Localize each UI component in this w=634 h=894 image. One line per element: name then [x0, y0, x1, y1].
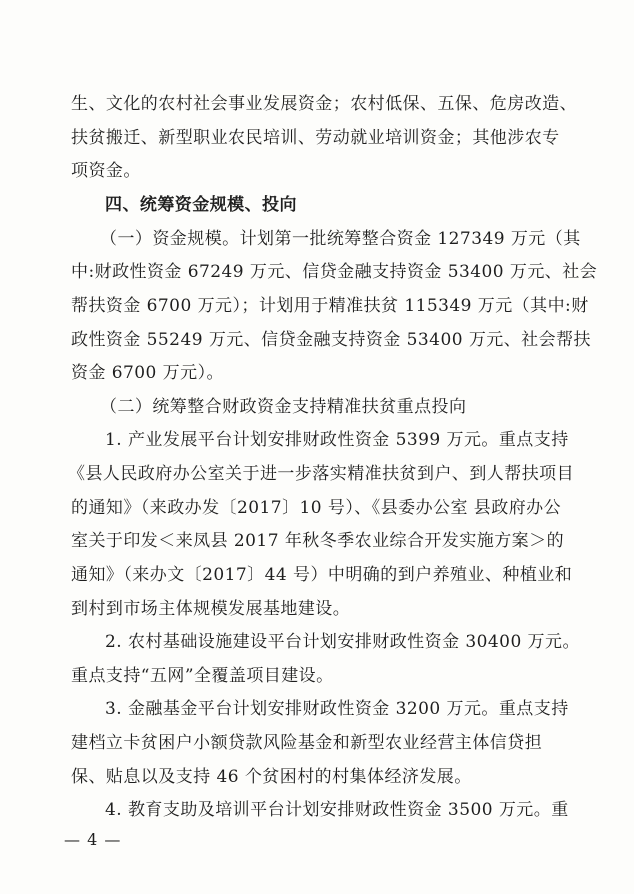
body-text-line: 建档立卡贫困户小额贷款风险基金和新型农业经营主体信贷担	[71, 733, 543, 753]
section-heading: 四、统筹资金规模、投向	[105, 195, 297, 215]
body-text-line: 帮扶资金 6700 万元）；计划用于精准扶贫 115349 万元（其中:财	[71, 296, 589, 316]
body-text-line: 通知》（来办文〔2017〕44 号）中明确的到户养殖业、种植业和	[71, 565, 573, 585]
body-text-line: 《县人民政府办公室关于进一步落实精准扶贫到户、到人帮扶项目	[68, 464, 575, 484]
page-number: — 4 —	[64, 830, 122, 849]
body-text-line: 的通知》（来政办发〔2017〕10 号）、《县委办公室 县政府办公	[71, 498, 562, 518]
body-text-line: 资金 6700 万元）。	[71, 363, 224, 383]
body-text-line: 2. 农村基础设施建设平台计划安排财政性资金 30400 万元。	[105, 632, 580, 652]
body-text-line: 重点支持“五网”全覆盖项目建设。	[71, 666, 334, 686]
body-text-line: 中:财政性资金 67249 万元、信贷金融支持资金 53400 万元、社会	[71, 262, 598, 282]
body-text-line: 室关于印发＜来凤县 2017 年秋冬季农业综合开发实施方案＞的	[71, 531, 565, 551]
body-text-line: 扶贫搬迁、新型职业农民培训、劳动就业培训资金；其他涉农专	[71, 128, 560, 148]
body-text-line: 4. 教育支助及培训平台计划安排财政性资金 3500 万元。重	[105, 800, 569, 820]
body-text-line: 到村到市场主体规模发展基地建设。	[71, 599, 351, 619]
body-text-line: 政性资金 55249 万元、信贷金融支持资金 53400 万元、社会帮扶	[71, 330, 591, 350]
body-text-line: 保、贴息以及支持 46 个贫困村的村集体经济发展。	[71, 767, 472, 787]
subsection-heading: （二）统筹整合财政资金支持精准扶贫重点投向	[100, 397, 467, 417]
body-text-line: 生、文化的农村社会事业发展资金；农村低保、五保、危房改造、	[71, 94, 578, 114]
body-text-line: 项资金。	[71, 161, 141, 181]
body-text-line: 1. 产业发展平台计划安排财政性资金 5399 万元。重点支持	[105, 430, 569, 450]
body-text-line: （一）资金规模。计划第一批统筹整合资金 127349 万元（其	[100, 229, 581, 249]
body-text-line: 3. 金融基金平台计划安排财政性资金 3200 万元。重点支持	[105, 699, 569, 719]
